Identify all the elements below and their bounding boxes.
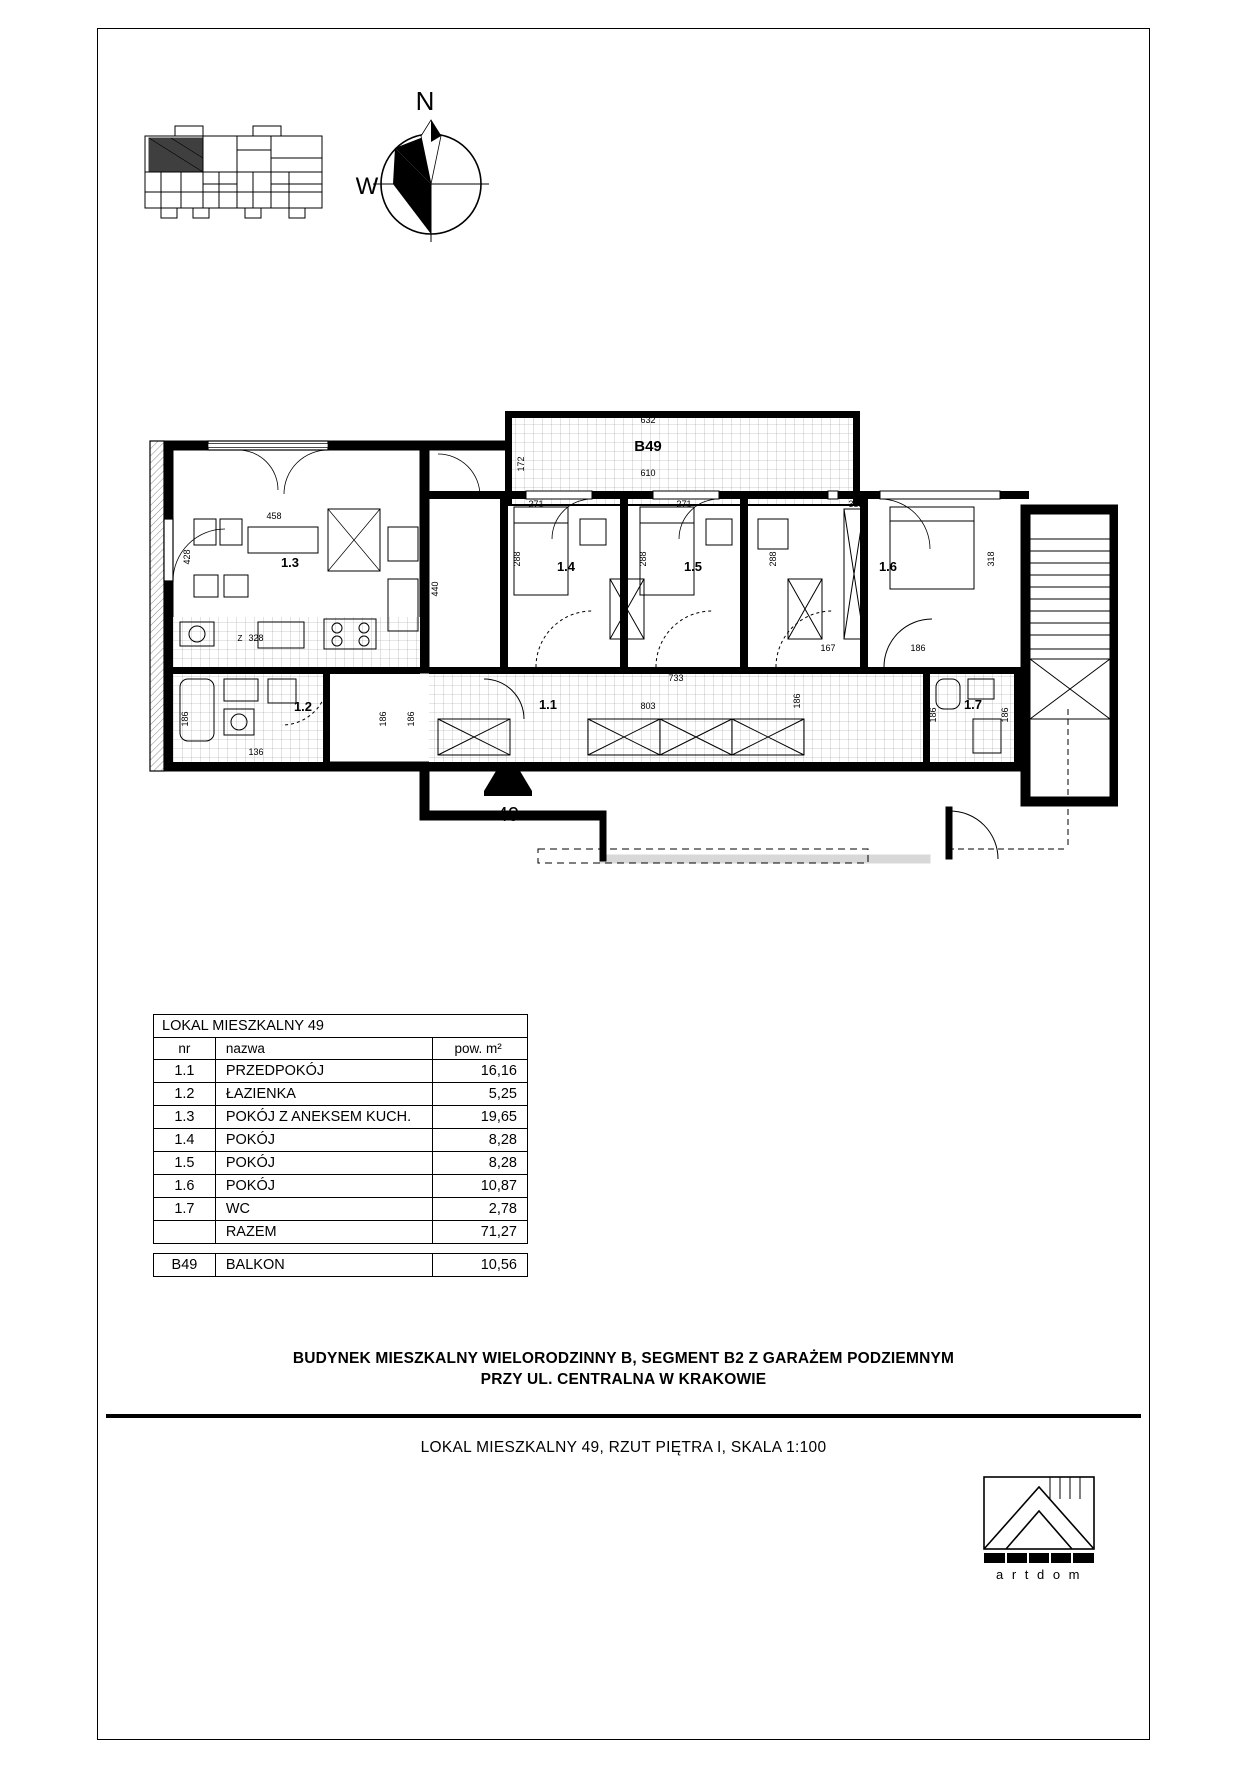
row-area: 16,16 — [433, 1060, 528, 1083]
column-header-area: pow. m² — [433, 1038, 528, 1060]
row-name: POKÓJ — [215, 1152, 432, 1175]
balcony-schedule-table — [153, 1253, 528, 1277]
room-tag-1-1: 1.1 — [538, 697, 558, 712]
room-schedule-table — [153, 1014, 528, 1244]
row-name: WC — [215, 1198, 432, 1221]
dim-610: 610 — [640, 468, 656, 478]
dim-632: 632 — [640, 415, 656, 425]
artdom-logo-text: a r t d o m — [995, 1567, 1083, 1582]
row-nr: 1.4 — [154, 1129, 216, 1152]
column-header-nr: nr — [154, 1038, 216, 1060]
row-area: 19,65 — [433, 1106, 528, 1129]
dim-136: 136 — [248, 747, 264, 757]
room-tag-1-4: 1.4 — [556, 559, 576, 574]
dim-288-c: 288 — [768, 551, 778, 567]
table-row — [154, 1198, 528, 1221]
dim-288-b: 288 — [638, 551, 648, 567]
compass-north-label: N — [415, 86, 435, 116]
artdom-logo — [976, 1469, 1101, 1584]
key-plan-svg — [141, 114, 326, 229]
dim-318: 318 — [986, 551, 996, 567]
plan-floor-finishes — [173, 617, 1021, 762]
drawing-sheet — [97, 28, 1150, 1740]
dim-186-c: 186 — [406, 711, 416, 727]
dim-186-a: 186 — [180, 711, 190, 727]
row-nr: 1.3 — [154, 1106, 216, 1129]
total-nr — [154, 1221, 216, 1244]
row-area: 5,25 — [433, 1083, 528, 1106]
dim-kitchen-z: Z — [237, 634, 243, 643]
table-header-row — [154, 1038, 528, 1060]
table-row — [154, 1060, 528, 1083]
balcony-nr: B49 — [154, 1254, 216, 1277]
dim-458: 458 — [266, 511, 282, 521]
row-nr: 1.6 — [154, 1175, 216, 1198]
room-tag-1-5: 1.5 — [683, 559, 703, 574]
row-name: POKÓJ — [215, 1175, 432, 1198]
dim-803: 803 — [640, 701, 656, 711]
table-title: LOKAL MIESZKALNY 49 — [154, 1015, 528, 1038]
drawing-subtitle: LOKAL MIESZKALNY 49, RZUT PIĘTRA I, SKALA 1:100 — [420, 1439, 827, 1456]
dim-733: 733 — [668, 673, 684, 683]
floor-plan — [128, 379, 1118, 899]
dim-271-a: 271 — [528, 499, 544, 509]
row-area: 8,28 — [433, 1129, 528, 1152]
total-area: 71,27 — [433, 1221, 528, 1244]
dim-186-d: 186 — [792, 693, 802, 709]
dim-186-b: 186 — [378, 711, 388, 727]
row-nr: 1.1 — [154, 1060, 216, 1083]
project-title-line1: BUDYNEK MIESZKALNY WIELORODZINNY B, SEGMENT B2 Z GARAŻEM PODZIEMNYM — [292, 1350, 955, 1367]
dim-167: 167 — [820, 643, 836, 653]
row-nr: 1.5 — [154, 1152, 216, 1175]
dim-186-f: 186 — [928, 707, 938, 723]
room-tag-1-2: 1.2 — [293, 699, 313, 714]
balcony-label: BALKON — [215, 1254, 432, 1277]
total-label: RAZEM — [215, 1221, 432, 1244]
table-row — [154, 1083, 528, 1106]
table-total-row — [154, 1221, 528, 1244]
compass-svg — [353, 84, 513, 249]
dim-172: 172 — [516, 456, 526, 472]
entrance-number: 49 — [496, 804, 520, 826]
compass-rose — [353, 84, 513, 249]
dim-186-e: 186 — [910, 643, 926, 653]
row-name: PRZEDPOKÓJ — [215, 1060, 432, 1083]
row-area: 2,78 — [433, 1198, 528, 1221]
artdom-logo-svg — [976, 1469, 1101, 1584]
table-row — [154, 1129, 528, 1152]
row-area: 10,87 — [433, 1175, 528, 1198]
room-tag-1-3: 1.3 — [280, 555, 300, 570]
table-row — [154, 1106, 528, 1129]
row-name: POKÓJ — [215, 1129, 432, 1152]
floor-plan-svg — [128, 379, 1118, 899]
balcony-label: B49 — [634, 438, 662, 455]
balcony-area: 10,56 — [433, 1254, 528, 1277]
table-title-row — [154, 1015, 528, 1038]
compass-west-label: W — [355, 173, 379, 200]
room-tag-1-6: 1.6 — [878, 559, 898, 574]
balcony-row — [154, 1254, 528, 1277]
table-row — [154, 1175, 528, 1198]
room-tag-1-7: 1.7 — [963, 697, 983, 712]
column-header-name: nazwa — [215, 1038, 432, 1060]
project-title-line2: PRZY UL. CENTRALNA W KRAKOWIE — [480, 1370, 767, 1388]
row-area: 8,28 — [433, 1152, 528, 1175]
dim-353: 353 — [848, 499, 864, 509]
dim-271-b: 271 — [676, 499, 692, 509]
key-plan-locator — [141, 114, 326, 229]
dim-328: 328 — [248, 633, 264, 643]
table-row — [154, 1152, 528, 1175]
row-name: POKÓJ Z ANEKSEM KUCH. — [215, 1106, 432, 1129]
dim-186-g: 186 — [1000, 707, 1010, 723]
footer-divider — [106, 1414, 1141, 1418]
row-nr: 1.7 — [154, 1198, 216, 1221]
row-name: ŁAZIENKA — [215, 1083, 432, 1106]
row-nr: 1.2 — [154, 1083, 216, 1106]
room-schedule — [153, 1014, 528, 1277]
dim-440: 440 — [430, 581, 440, 597]
dim-288-a: 288 — [512, 551, 522, 567]
project-title — [98, 1349, 1149, 1391]
dim-428: 428 — [182, 549, 192, 565]
